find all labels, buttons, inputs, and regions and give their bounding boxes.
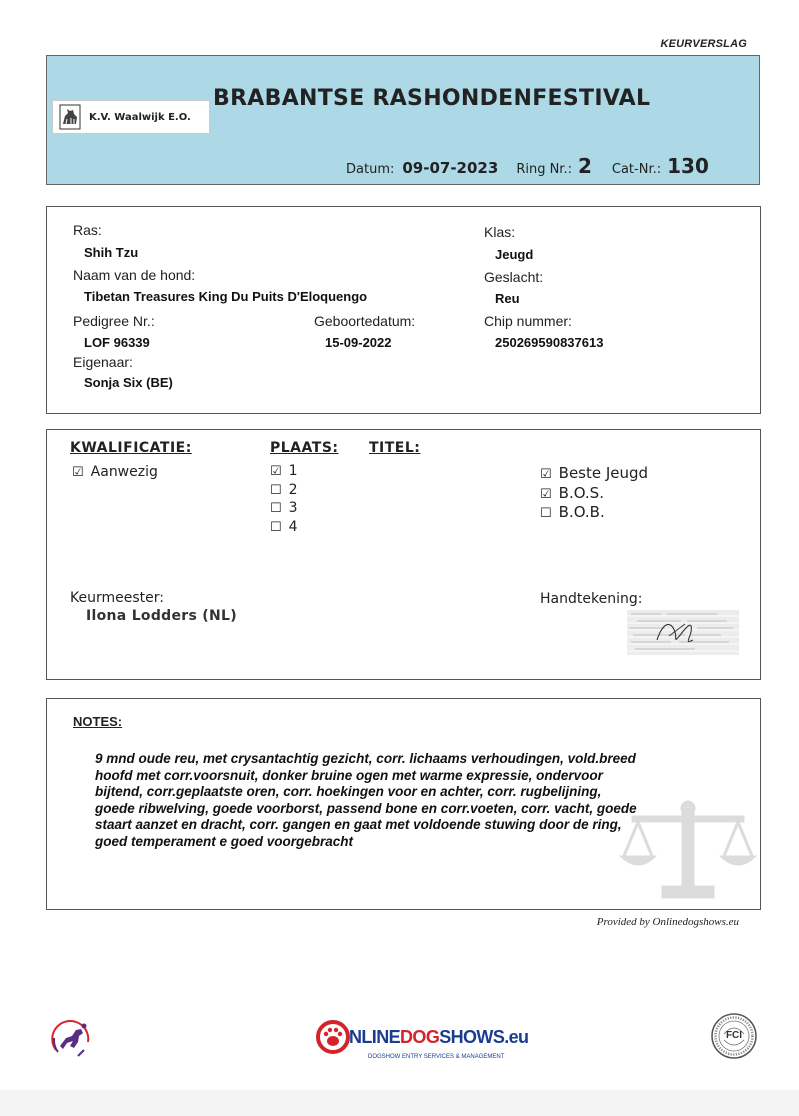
dog-name-label: Naam van de hond:	[73, 267, 196, 283]
pedigree-label: Pedigree Nr.:	[73, 313, 155, 329]
checkbox-checked-icon: ☑	[540, 467, 552, 482]
checkbox-empty-icon: ☐	[270, 501, 282, 516]
title-beste-jeugd: ☑ Beste Jeugd	[540, 464, 649, 482]
ring-value: 2	[577, 154, 592, 178]
notes-text	[95, 751, 745, 850]
fci-label: FCI	[725, 1030, 743, 1041]
notes-line: staart aanzet en dracht, corr. gangen en gaat met voldoende stuwing door de ring,	[95, 817, 622, 832]
notes-line: 9 mnd oude reu, met crysantachtig gezicht, corr. lichaams verhoudingen, vold.breed	[95, 751, 636, 766]
qualification-heading: KWALIFICATIE:	[70, 440, 192, 456]
fci-seal	[710, 1012, 758, 1060]
title-heading: TITEL:	[369, 440, 421, 456]
class-label: Klas:	[484, 224, 516, 240]
dog-crest-icon	[59, 104, 81, 130]
brand-tagline: DOGSHOW ENTRY SERVICES & MANAGEMENT	[368, 1054, 505, 1060]
placement-4: ☐ 4	[270, 519, 298, 535]
checkbox-checked-icon: ☑	[540, 487, 552, 502]
agility-dog-logo-icon	[48, 1012, 96, 1060]
checkbox-empty-icon: ☐	[270, 483, 282, 498]
chip-label: Chip nummer:	[484, 313, 572, 329]
notes-line: bijtend, corr.geplaatste oren, corr. hoekingen voor en achter, corr. rugbelijning,	[95, 784, 602, 799]
placement-2: ☐ 2	[270, 482, 298, 498]
notes-heading: NOTES:	[73, 714, 123, 729]
chip-value: 250269590837613	[495, 335, 604, 350]
document-type: KEURVERSLAG	[660, 38, 747, 50]
date-label: Datum:	[346, 162, 395, 177]
placement-1: ☑ 1	[270, 463, 298, 479]
club-logo	[52, 100, 210, 134]
event-title: BRABANTSE RASHONDENFESTIVAL	[213, 86, 651, 111]
pedigree-value: LOF 96339	[84, 335, 150, 350]
club-name: K.V. Waalwijk E.O.	[89, 111, 191, 123]
provided-by: Provided by Onlinedogshows.eu	[596, 916, 739, 928]
birth-value: 15-09-2022	[325, 335, 392, 350]
placement-3: ☐ 3	[270, 500, 298, 516]
judge-label: Keurmeester:	[70, 590, 164, 606]
checkbox-checked-icon: ☑	[72, 465, 84, 480]
placement-heading: PLAATS:	[270, 440, 339, 456]
breed-label: Ras:	[73, 222, 102, 238]
onlinedogshows-logo	[316, 1020, 529, 1066]
ring-label: Ring Nr.:	[516, 162, 572, 177]
title-bob: ☐ B.O.B.	[540, 503, 605, 521]
paw-circle-icon	[316, 1020, 350, 1054]
notes-line: goed temperament e goed voorgebracht	[95, 833, 354, 849]
judge-name: Ilona Lodders (NL)	[86, 608, 237, 624]
page-footer-strip	[0, 1090, 799, 1116]
event-meta	[346, 154, 709, 178]
checkbox-checked-icon: ☑	[270, 464, 282, 479]
notes-line: goede ribwelving, goede voorborst, passend bone en corr.voeten, corr. vacht, goede	[95, 800, 637, 816]
signature-label: Handtekening:	[540, 591, 643, 607]
sex-label: Geslacht:	[484, 269, 544, 285]
breed-value: Shih Tzu	[84, 245, 139, 260]
signature-image	[627, 610, 739, 655]
dog-name-value: Tibetan Treasures King Du Puits D'Eloquengo	[84, 289, 368, 304]
qualification-aanwezig: ☑ Aanwezig	[72, 464, 158, 480]
owner-value: Sonja Six (BE)	[84, 375, 173, 390]
brand-wordmark: NLINEDOGSHOWS.eu	[349, 1027, 529, 1047]
sex-value: Reu	[495, 291, 520, 306]
checkbox-empty-icon: ☐	[270, 520, 282, 535]
class-value: Jeugd	[495, 247, 534, 262]
birth-label: Geboortedatum:	[314, 313, 416, 329]
title-bos: ☑ B.O.S.	[540, 484, 604, 502]
owner-label: Eigenaar:	[73, 354, 133, 370]
cat-label: Cat-Nr.:	[611, 162, 662, 177]
cat-value: 130	[667, 154, 709, 178]
checkbox-empty-icon: ☐	[540, 506, 552, 521]
notes-line: hoofd met corr.voorsnuit, donker bruine ogen met warme expressie, ondervoor	[95, 767, 603, 783]
date-value: 09-07-2023	[402, 159, 499, 177]
